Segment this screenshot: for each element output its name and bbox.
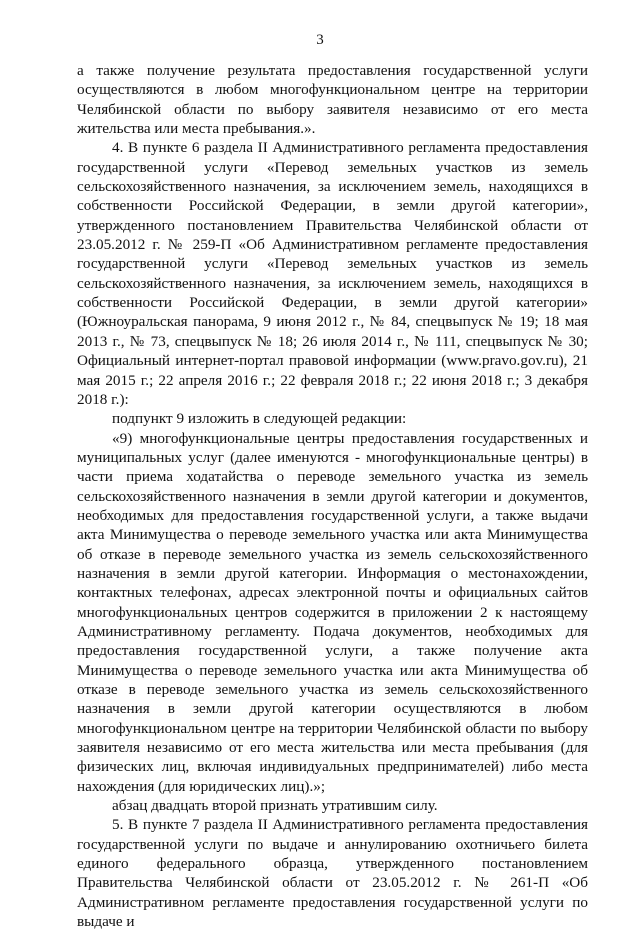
paragraph-subitem-instruction: подпункт 9 изложить в следующей редакции:: [112, 410, 407, 428]
paragraph-continuation: а также получение результата предоставления государственной услуги осуществляются в любом многофункциональном центре на территории Челябинской области по выбору заявителя независимо от его места жительства или места пребывания.».: [77, 62, 588, 138]
paragraph-abzac-22: абзац двадцать второй признать утратившим силу.: [112, 797, 438, 815]
document-body: [77, 61, 588, 931]
paragraph-subitem-9: «9) многофункциональные центры предоставления государственных и муниципальных услуг (далее именуются - многофункциональные центры) в части приема ходатайства о переводе земельного участка из земель сельскохозяйственного назначения в земли другой категории и документов, необходимых для предоставления государственной услуги, а также выдачи акта Минимущества о переводе земельного участка или акта Минимущества об отказе в переводе земельного участка из земель сельскохозяйственного назначения в земли другой категории. Информация о местонахождении, контактных телефонах, адресах электронной почты и официальных сайтов многофункциональных центров содержится в приложении 2 к настоящему Административному регламенту. Подача документов, необходимых для предоставления государственной услуги, а также получение акта Минимущества о переводе земельного участка или акта Минимущества об отказе в переводе земельного участка из земель сельскохозяйственного назначения в земли другой категории осуществляются в любом многофункциональном центре на территории Челябинской области по выбору заявителя независимо от его места жительства или места пребывания (для физических лиц, включая индивидуальных предпринимателей) либо места нахождения (для юридических лиц).»;: [77, 429, 588, 795]
paragraph-item-4: 4. В пункте 6 раздела II Административного регламента предоставления государственной услуги «Перевод земельных участков из земель сельскохозяйственного назначения, за исключением земель, находящихся в собственности Российской Федерации, в земли другой категории», утвержденного постановлением Правительства Челябинской области от 23.05.2012 г. № 259-П «Об Административном регламенте предоставления государственной услуги «Перевод земельных участков из земель сельскохозяйственного назначения, за исключением земель, находящихся в собственности Российской Федерации, в земли другой категории» (Южноуральская панорама, 9 июня 2012 г., № 84, спецвыпуск № 19; 18 мая 2013 г., № 73, спецвыпуск № 18; 26 июля 2014 г., № 111, спецвыпуск № 30; Официальный интернет-портал правовой информации (www.pravo.gov.ru), 21 мая 2015 г.; 22 апреля 2016 г.; 22 февраля 2018 г.; 22 июня 2018 г.; 3 декабря 2018 г.):: [77, 139, 588, 408]
paragraph-item-5: 5. В пункте 7 раздела II Административного регламента предоставления государственной услуги по выдаче и аннулированию охотничьего билета единого федерального образца, утвержденного постановлением Правительства Челябинской области от 23.05.2012 г. № 261-П «Об Административном регламенте предоставления государственной услуги по выдаче и: [77, 816, 588, 931]
page-number: 3: [316, 32, 324, 48]
